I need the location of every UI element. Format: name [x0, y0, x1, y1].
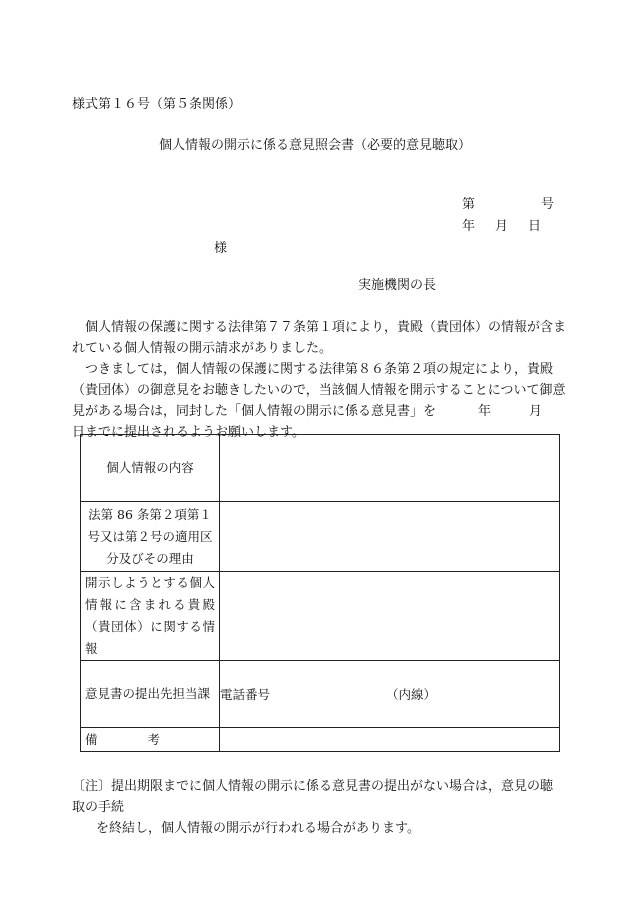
row-value-remarks — [220, 728, 560, 752]
phone-label: 電話番号 — [220, 687, 271, 702]
body-paragraph-2-part-a: つきましては，個人情報の保護に関する法律第８６条第２項の規定により，貴殿（貴団体）の御意見をお聴きしたいので，当該個人情報を開示することについて御意見がある場合は，同封した「個人情報の開示に係る意見書」を — [72, 362, 566, 419]
table-row — [81, 572, 560, 661]
date-month: 月 — [495, 219, 509, 234]
row-label-applicable-category: 法第 86 条第２項第１号又は第２号の適用区分及びその理由 — [81, 502, 220, 572]
body-text — [72, 317, 568, 443]
addressee-suffix: 様 — [214, 241, 228, 256]
row-value-content — [220, 435, 560, 502]
doc-number-prefix: 第 — [462, 197, 476, 212]
row-label-content: 個人情報の内容 — [81, 435, 220, 502]
table-row — [81, 502, 560, 572]
row-label-related-information: 開示しようとする個人情報に含まれる貴殿（貴団体）に関する情報 — [81, 572, 220, 661]
footnote — [72, 776, 562, 839]
row-label-remarks: 備 考 — [81, 728, 220, 752]
info-table — [80, 434, 560, 752]
body-deadline-month: 月 — [529, 404, 543, 419]
sender-name: 実施機関の長 — [358, 278, 437, 293]
form-number: 様式第１６号（第５条関係） — [72, 97, 242, 112]
body-paragraph-2 — [72, 359, 568, 443]
document-number-line — [462, 196, 554, 214]
body-paragraph-1: 個人情報の保護に関する法律第７７条第１項により，貴殿（貴団体）の情報が含まれている個人情報の開示請求がありました。 — [72, 320, 567, 356]
doc-number-suffix: 号 — [541, 197, 555, 212]
table-row — [81, 435, 560, 502]
document-title: 個人情報の開示に係る意見照会書（必要的意見聴取） — [158, 138, 471, 153]
footnote-head: 〔注〕提出期限までに個人情報の開示に係る意見書の提出がない場合は，意見の聴取の手続 — [72, 779, 554, 815]
extension-label: （内線） — [386, 687, 437, 702]
footnote-continuation: を終結し，個人情報の開示が行われる場合があります。 — [96, 821, 420, 836]
row-value-submission-department — [220, 661, 560, 728]
date-line — [462, 218, 541, 236]
date-day: 日 — [528, 219, 542, 234]
row-value-applicable-category — [220, 502, 560, 572]
table-row — [81, 728, 560, 752]
row-value-related-information — [220, 572, 560, 661]
body-paragraph-2-part-b: 日までに提出されるようお願いします。 — [72, 425, 305, 440]
table-row — [81, 661, 560, 728]
body-deadline-year: 年 — [478, 404, 492, 419]
date-year: 年 — [462, 219, 476, 234]
row-label-submission-department: 意見書の提出先担当課 — [81, 661, 220, 728]
